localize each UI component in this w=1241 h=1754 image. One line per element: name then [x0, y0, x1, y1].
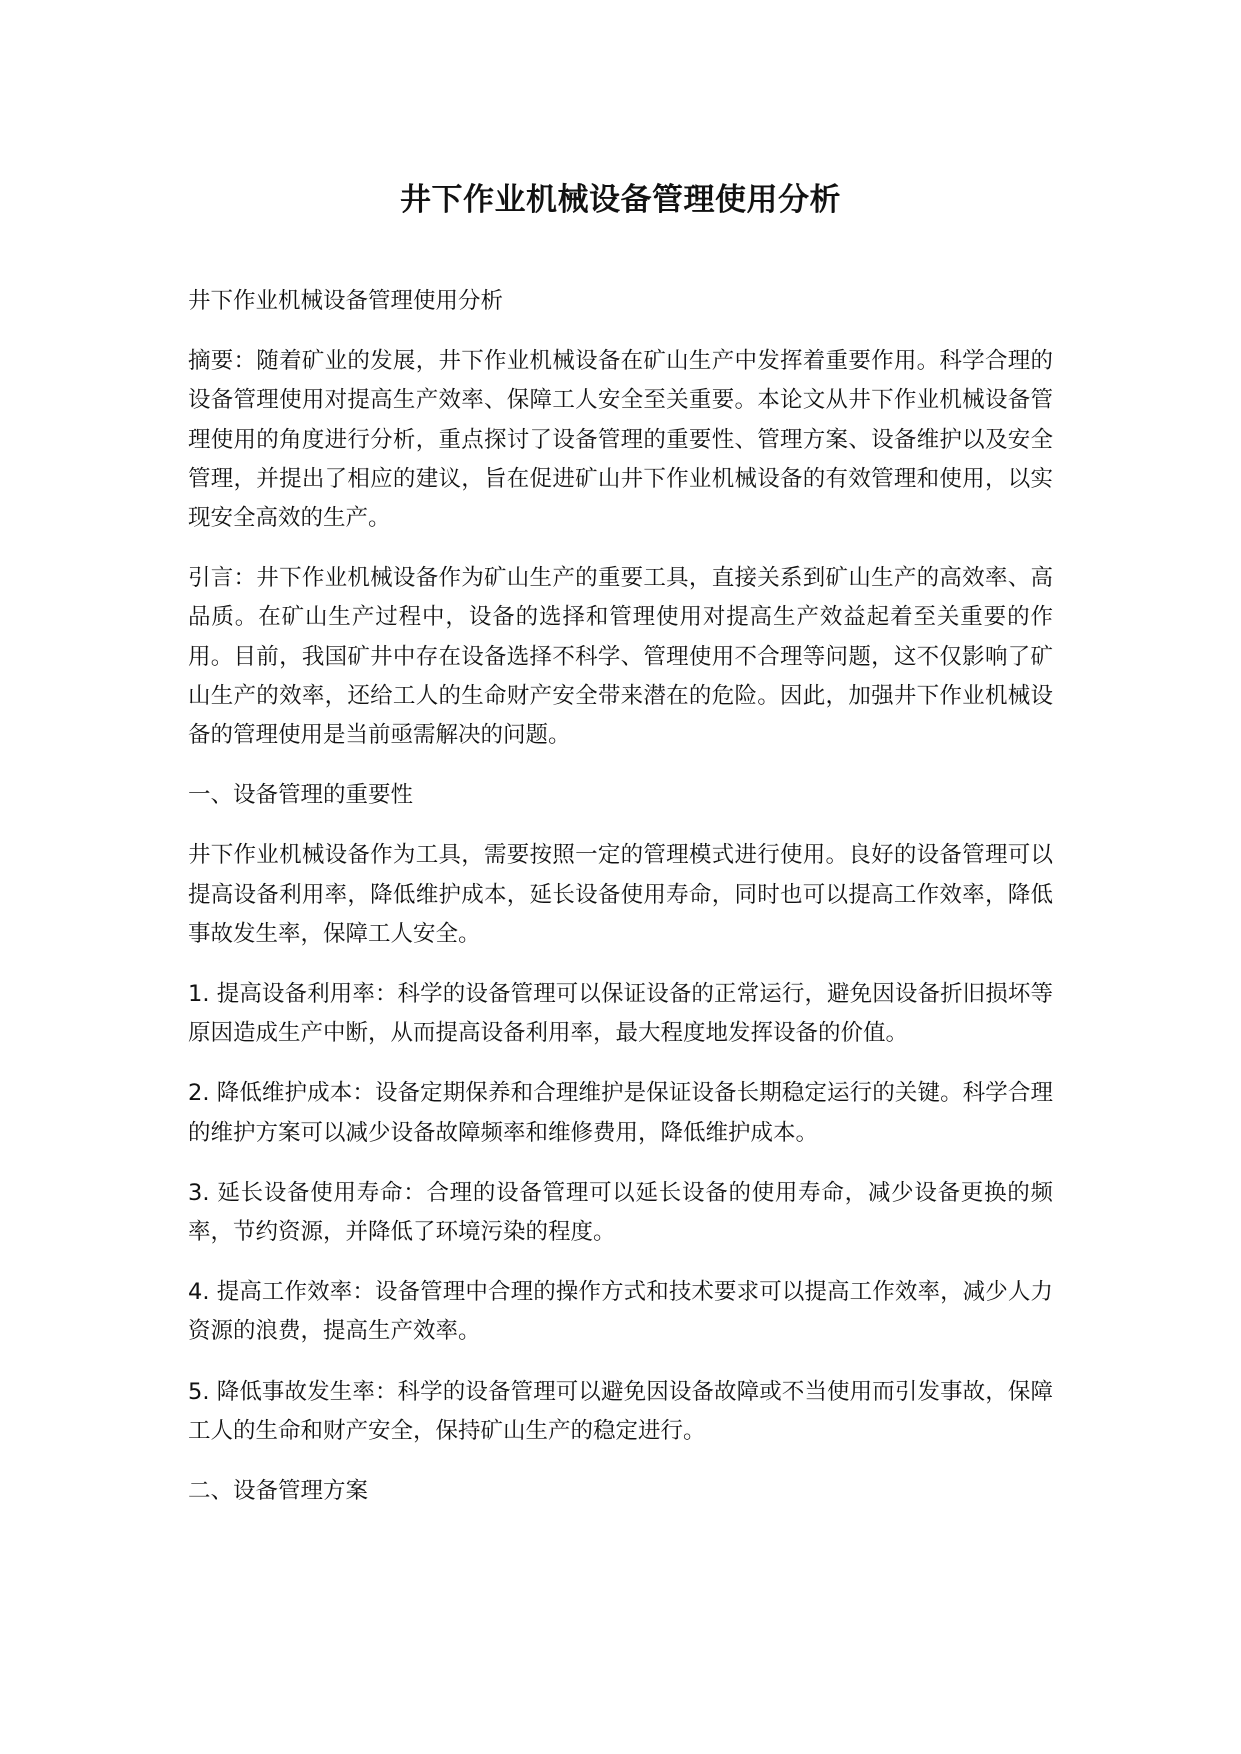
body-paragraph: 井下作业机械设备作为工具，需要按照一定的管理模式进行使用。良好的设备管理可以提高设备利用率，降低维护成本，延长设备使用寿命，同时也可以提高工作效率，降低事故发生率，保障工人安全。 [188, 842, 1053, 947]
list-item-2: 2. 降低维护成本：设备定期保养和合理维护是保证设备长期稳定运行的关键。科学合理的维护方案可以减少设备故障频率和维修费用，降低维护成本。 [188, 1080, 1053, 1146]
list-item-3: 3. 延长设备使用寿命：合理的设备管理可以延长设备的使用寿命，减少设备更换的频率，节约资源，并降低了环境污染的程度。 [188, 1179, 1053, 1246]
document-body [188, 282, 1053, 1511]
introduction-paragraph: 引言：井下作业机械设备作为矿山生产的重要工具，直接关系到矿山生产的高效率、高品质。在矿山生产过程中，设备的选择和管理使用对提高生产效益起着至关重要的作用。目前，我国矿井中存在设备选择不科学、管理使用不合理等问题，这不仅影响了矿山生产的效率，还给工人的生命财产安全带来潜在的危险。因此，加强井下作业机械设备的管理使用是当前亟需解决的问题。 [188, 565, 1053, 749]
section-heading-2: 二、设备管理方案 [188, 1478, 369, 1505]
list-item-4: 4. 提高工作效率：设备管理中合理的操作方式和技术要求可以提高工作效率，减少人力资源的浪费，提高生产效率。 [188, 1279, 1053, 1345]
abstract-paragraph: 摘要：随着矿业的发展，井下作业机械设备在矿山生产中发挥着重要作用。科学合理的设备管理使用对提高生产效率、保障工人安全至关重要。本论文从井下作业机械设备管理使用的角度进行分析，重点探讨了设备管理的重要性、管理方案、设备维护以及安全管理，并提出了相应的建议，旨在促进矿山井下作业机械设备的有效管理和使用，以实现安全高效的生产。 [188, 348, 1053, 532]
list-item-1: 1. 提高设备利用率：科学的设备管理可以保证设备的正常运行，避免因设备折旧损坏等原因造成生产中断，从而提高设备利用率，最大程度地发挥设备的价值。 [188, 981, 1053, 1047]
section-heading-1: 一、设备管理的重要性 [188, 782, 414, 809]
subtitle-paragraph: 井下作业机械设备管理使用分析 [188, 288, 504, 314]
list-item-5: 5. 降低事故发生率：科学的设备管理可以避免因设备故障或不当使用而引发事故，保障工人的生命和财产安全，保持矿山生产的稳定进行。 [188, 1378, 1053, 1444]
document-title: 井下作业机械设备管理使用分析 [400, 182, 841, 218]
